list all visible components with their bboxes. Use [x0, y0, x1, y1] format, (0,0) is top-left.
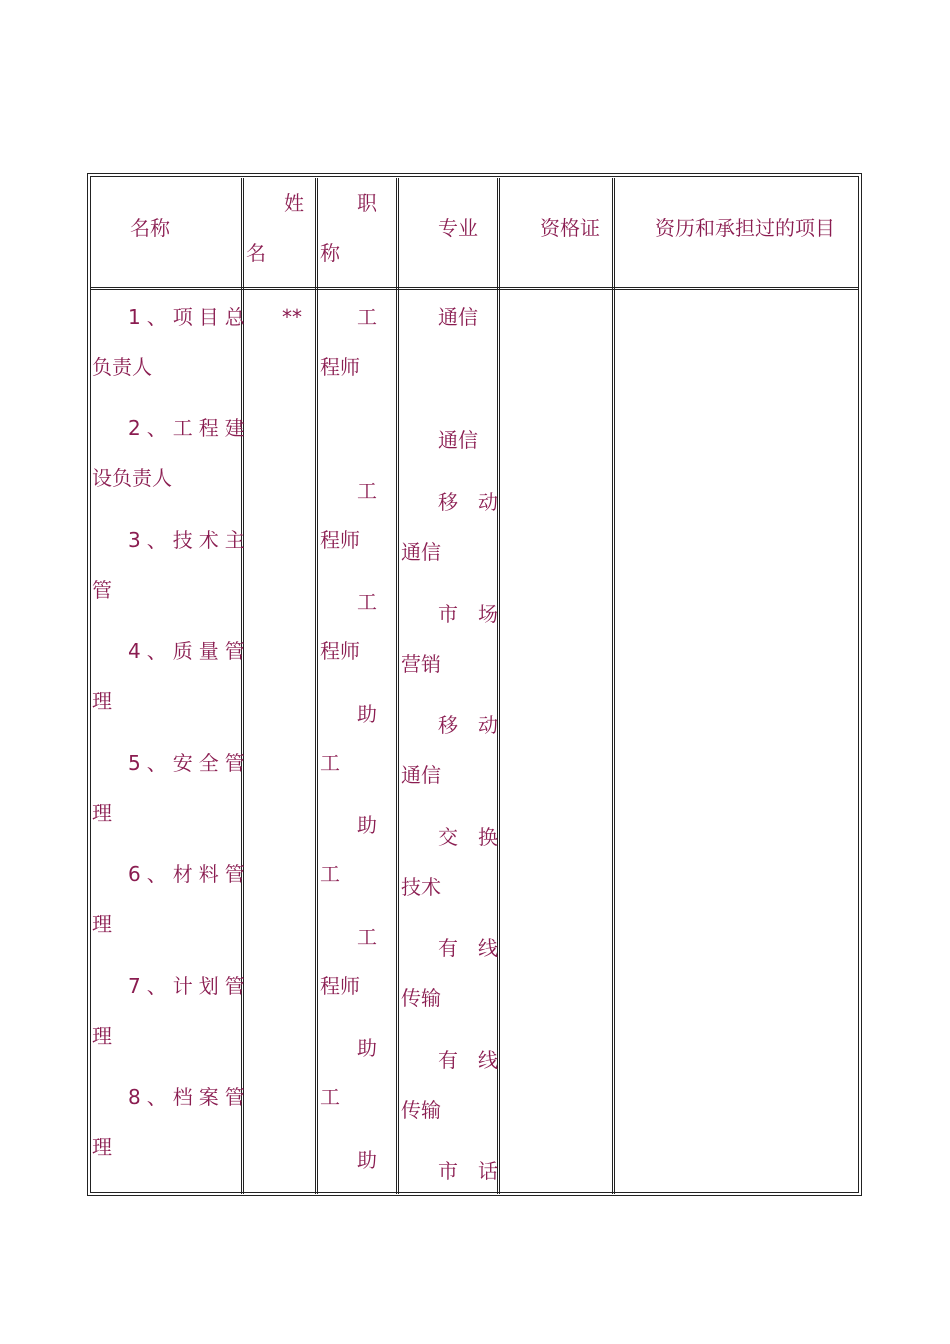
list-item: 通信	[438, 428, 478, 452]
list-item: 理	[92, 1135, 112, 1159]
list-item: 技术	[401, 875, 441, 899]
list-item: 营销	[401, 652, 441, 676]
list-item: 程师	[320, 639, 360, 663]
list-item: 交 换	[438, 825, 498, 849]
list-item: 理	[92, 912, 112, 936]
list-item: 通信	[401, 763, 441, 787]
list-item: 通信	[401, 540, 441, 564]
list-item: 市 场	[438, 602, 498, 626]
col-divider	[243, 178, 244, 1194]
col-divider	[499, 178, 500, 1194]
col-divider	[315, 178, 316, 1194]
header-surname-1: 姓	[284, 191, 304, 215]
list-item: 助	[357, 702, 377, 726]
header-divider	[90, 289, 859, 290]
list-item: 理	[92, 689, 112, 713]
header-specialty: 专业	[438, 216, 478, 240]
col-divider	[497, 178, 498, 1194]
header-history: 资历和承担过的项目	[655, 216, 835, 240]
list-item: 工	[357, 305, 377, 329]
list-item: 移 动	[438, 490, 498, 514]
header-divider	[90, 287, 859, 288]
list-item: 工	[357, 479, 377, 503]
list-item: 理	[92, 801, 112, 825]
header-certificate: 资格证	[540, 216, 600, 240]
list-item: 程师	[320, 528, 360, 552]
list-item: 负责人	[92, 355, 152, 379]
list-item: 传输	[401, 1098, 441, 1122]
col-divider	[317, 178, 318, 1194]
list-item: 工	[357, 925, 377, 949]
list-item: 理	[92, 1024, 112, 1048]
list-item: 助	[357, 1036, 377, 1060]
col-divider	[398, 178, 399, 1194]
list-item: 市 话	[438, 1159, 498, 1183]
list-item: 通信	[438, 305, 478, 329]
list-item: 设负责人	[92, 466, 172, 490]
list-item: 3、技术主	[128, 528, 251, 552]
list-item: 移 动	[438, 713, 498, 737]
list-item: 工	[320, 751, 340, 775]
list-item: 程师	[320, 355, 360, 379]
list-item: 有 线	[438, 936, 498, 960]
list-item: 7、计划管	[128, 974, 251, 998]
list-item: 助	[357, 1148, 377, 1172]
header-name: 名称	[130, 216, 170, 240]
list-item: 5、安全管	[128, 751, 251, 775]
header-title-1: 职	[357, 191, 377, 215]
header-surname-2: 名	[246, 241, 266, 265]
list-item: 1、项目总	[128, 305, 251, 329]
col-divider	[396, 178, 397, 1194]
col-divider	[241, 178, 242, 1194]
list-item: 2、工程建	[128, 416, 251, 440]
col-divider	[612, 178, 613, 1194]
surname-value: **	[282, 305, 302, 329]
list-item: 8、档案管	[128, 1085, 251, 1109]
list-item: 有 线	[438, 1048, 498, 1072]
list-item: 6、材料管	[128, 862, 251, 886]
list-item: 程师	[320, 974, 360, 998]
col-divider	[614, 178, 615, 1194]
list-item: 传输	[401, 986, 441, 1010]
header-title-2: 称	[320, 241, 340, 265]
list-item: 4、质量管	[128, 639, 251, 663]
list-item: 工	[357, 590, 377, 614]
list-item: 工	[320, 862, 340, 886]
list-item: 工	[320, 1085, 340, 1109]
list-item: 助	[357, 813, 377, 837]
list-item: 管	[92, 578, 112, 602]
